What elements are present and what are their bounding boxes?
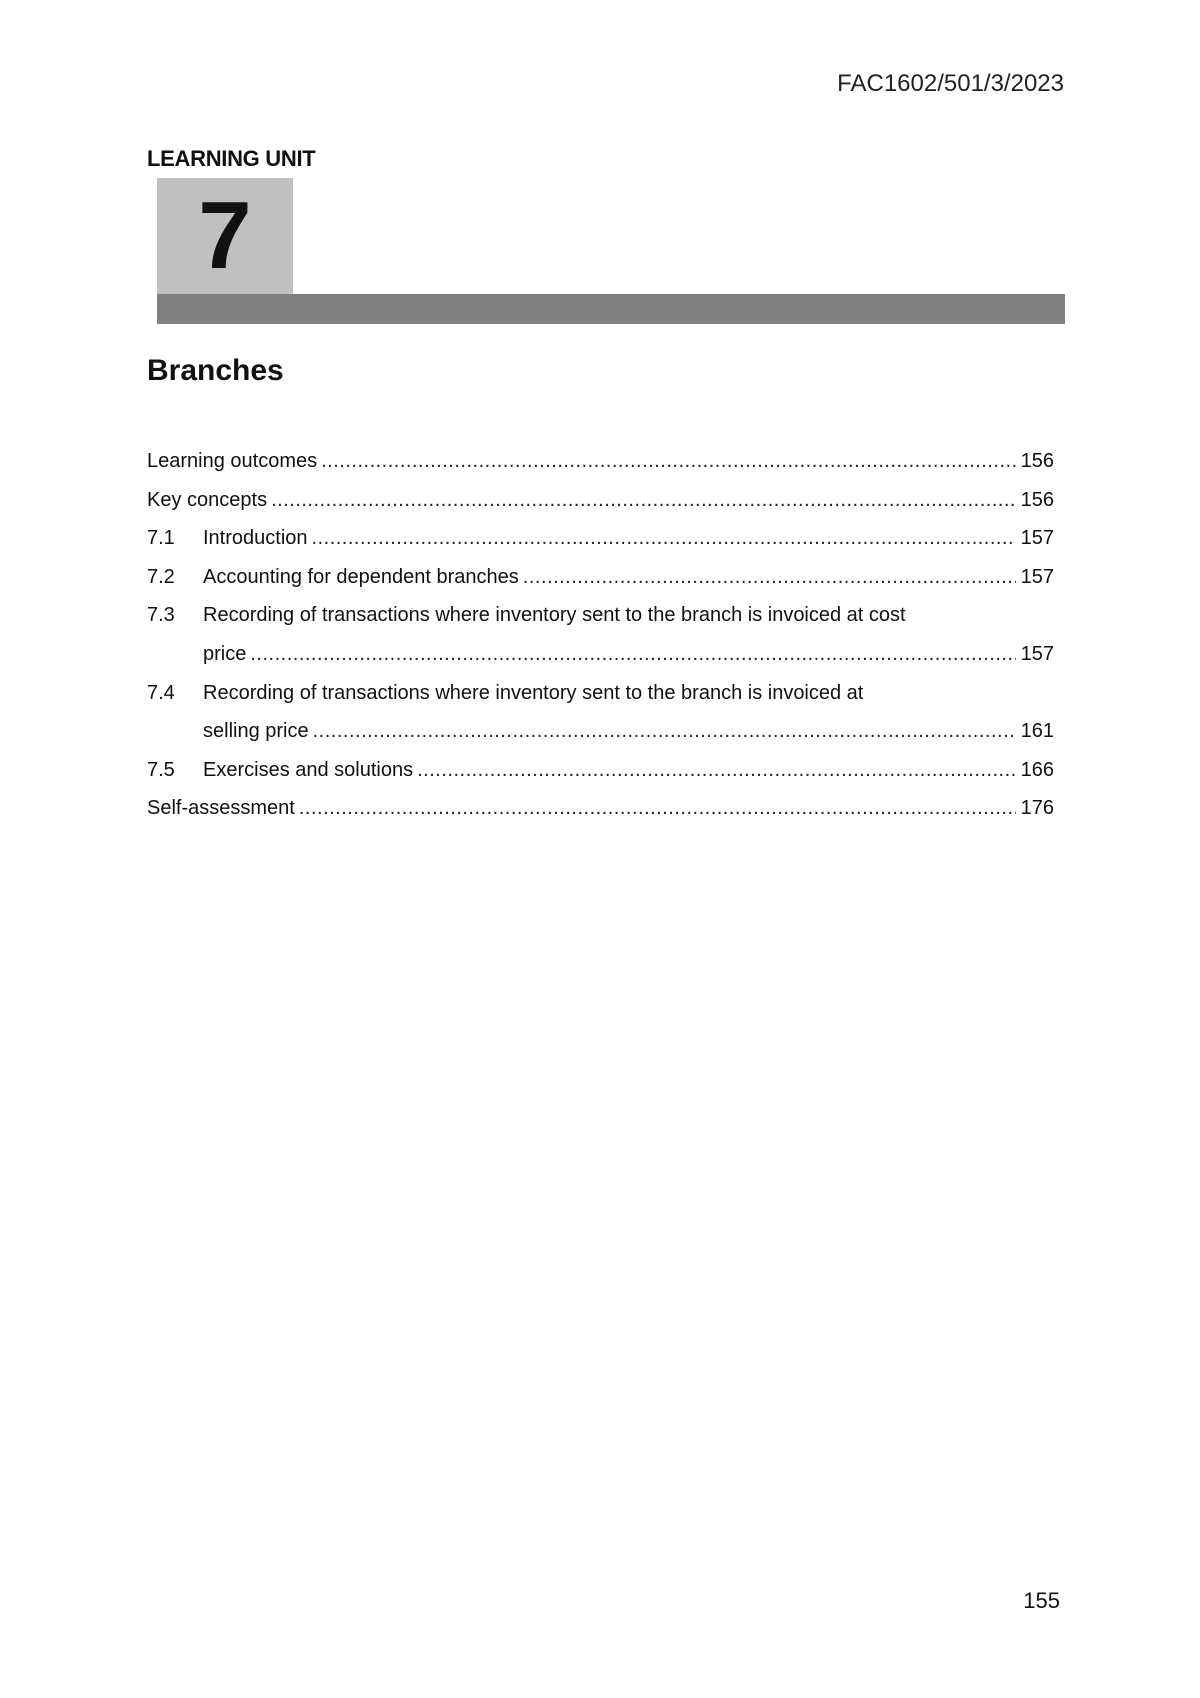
toc-entry-text-continued: selling price bbox=[203, 720, 309, 743]
toc-entry-self-assessment[interactable] bbox=[147, 797, 1054, 836]
page-title: Branches bbox=[147, 354, 284, 387]
toc-entry-text: Self-assessment bbox=[147, 797, 295, 820]
toc-leader-dots bbox=[250, 643, 1016, 666]
unit-number: 7 bbox=[198, 182, 252, 289]
toc-entry-learning-outcomes[interactable] bbox=[147, 450, 1054, 489]
toc-entry-number: 7.2 bbox=[147, 565, 175, 588]
toc-leader-dots bbox=[312, 527, 1016, 550]
toc-leader-dots bbox=[523, 566, 1016, 589]
toc-entry-number: 7.3 bbox=[147, 604, 175, 627]
toc-entry-text: Recording of transactions where inventory sent to the branch is invoiced at cost bbox=[203, 604, 906, 627]
toc-entry-page: 166 bbox=[1020, 758, 1054, 781]
toc-entry-text: Accounting for dependent branches bbox=[203, 565, 519, 588]
toc-leader-dots bbox=[299, 797, 1016, 820]
toc-entry-7-3-continued[interactable] bbox=[147, 643, 1054, 682]
page-number: 155 bbox=[1023, 1588, 1060, 1613]
toc-entry-text: Key concepts bbox=[147, 488, 268, 511]
toc-entry-page: 156 bbox=[1020, 488, 1054, 511]
toc-entry-page: 157 bbox=[1020, 527, 1054, 550]
toc-leader-dots bbox=[321, 450, 1016, 473]
toc-entry-key-concepts[interactable] bbox=[147, 489, 1054, 528]
toc-entry-number: 7.1 bbox=[147, 527, 175, 550]
toc-entry-7-5[interactable] bbox=[147, 759, 1054, 798]
toc-entry-text: Exercises and solutions bbox=[203, 758, 414, 781]
toc-entry-number: 7.5 bbox=[147, 758, 175, 781]
toc-leader-dots bbox=[271, 489, 1016, 512]
toc-entry-page: 157 bbox=[1020, 642, 1054, 665]
toc-entry-7-4-continued[interactable] bbox=[147, 720, 1054, 759]
toc-entry-7-4[interactable] bbox=[147, 682, 1054, 721]
unit-number-box bbox=[157, 178, 293, 294]
toc-entry-text: Recording of transactions where inventory sent to the branch is invoiced at bbox=[203, 681, 864, 704]
toc-entry-text: Introduction bbox=[203, 527, 308, 550]
toc-leader-dots bbox=[417, 759, 1016, 782]
table-of-contents bbox=[147, 450, 1054, 836]
toc-entry-page: 176 bbox=[1020, 797, 1054, 820]
toc-entry-text: Learning outcomes bbox=[147, 450, 318, 472]
toc-entry-number: 7.4 bbox=[147, 681, 175, 704]
toc-entry-text-continued: price bbox=[203, 642, 247, 665]
toc-leader-dots bbox=[313, 720, 1016, 743]
toc-entry-7-3[interactable] bbox=[147, 604, 1054, 643]
learning-unit-label: LEARNING UNIT bbox=[147, 146, 316, 171]
unit-header-bar bbox=[157, 294, 1065, 324]
document-code: FAC1602/501/3/2023 bbox=[837, 70, 1064, 97]
toc-entry-page: 157 bbox=[1020, 565, 1054, 588]
toc-entry-page: 156 bbox=[1020, 450, 1054, 472]
toc-entry-7-2[interactable] bbox=[147, 566, 1054, 605]
toc-entry-7-1[interactable] bbox=[147, 527, 1054, 566]
toc-entry-page: 161 bbox=[1020, 720, 1054, 743]
